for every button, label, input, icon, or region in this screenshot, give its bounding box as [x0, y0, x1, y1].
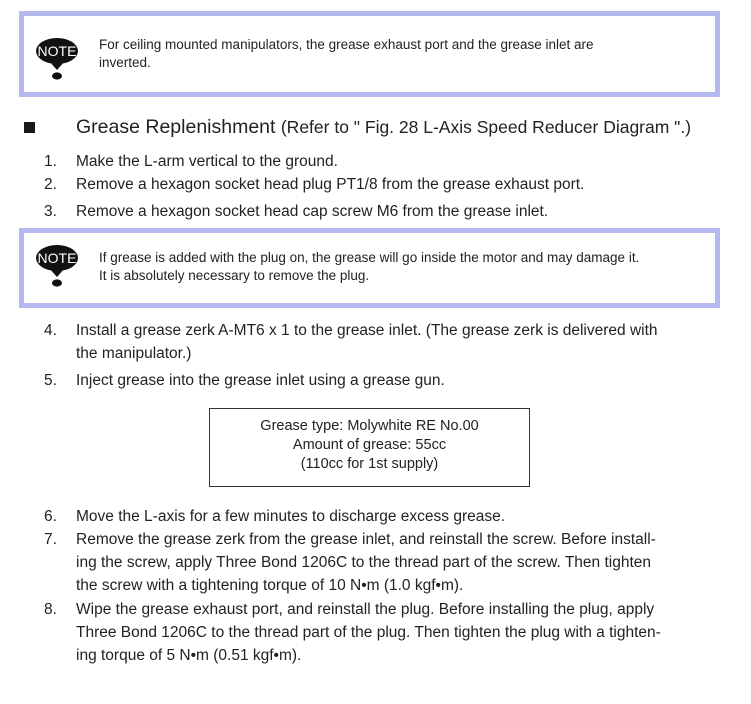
- step-text: Make the L-arm vertical to the ground.: [76, 153, 338, 170]
- step-text-line: ing torque of 5 N•m (0.51 kgf•m).: [76, 647, 302, 664]
- section-reference: (Refer to " Fig. 28 L-Axis Speed Reducer Diagram ".): [280, 117, 692, 137]
- step-text: Remove a hexagon socket head plug PT1/8 from the grease exhaust port.: [76, 176, 585, 193]
- step-number: 1.: [44, 153, 57, 170]
- note-text-line: It is absolutely necessary to remove the plug.: [99, 268, 370, 283]
- step-text-line: ing the screw, apply Three Bond 1206C to the thread part of the screw. Then tighten: [76, 554, 652, 571]
- square-bullet-icon: [24, 122, 35, 133]
- svg-text:NOTE: NOTE: [37, 250, 77, 266]
- grease-spec-box: [209, 408, 530, 487]
- grease-amount: Amount of grease: 55cc: [292, 437, 447, 453]
- step-number: 2.: [44, 176, 57, 193]
- step-text-line: Wipe the grease exhaust port, and reinstall the plug. Before installing the plug, apply: [76, 601, 655, 618]
- step-number: 7.: [44, 531, 57, 548]
- step-text: Move the L-axis for a few minutes to discharge excess grease.: [76, 508, 506, 525]
- note-text-line: inverted.: [99, 55, 151, 70]
- grease-first-supply: (110cc for 1st supply): [300, 456, 439, 472]
- step-text-line: Remove the grease zerk from the grease inlet, and reinstall the screw. Before install-: [76, 531, 656, 548]
- note-icon: [35, 244, 79, 288]
- note-text: [99, 249, 699, 285]
- note-box-ceiling-mount: [19, 11, 720, 97]
- section-title: Grease Replenishment: [76, 116, 276, 138]
- svg-text:NOTE: NOTE: [37, 43, 77, 59]
- note-text-line: For ceiling mounted manipulators, the grease exhaust port and the grease inlet are: [99, 37, 594, 52]
- note-icon: [35, 37, 79, 81]
- step-text-line: Three Bond 1206C to the thread part of the plug. Then tighten the plug with a tighten-: [76, 624, 661, 641]
- note-text-line: If grease is added with the plug on, the grease will go inside the motor and may damage it.: [99, 250, 640, 265]
- step-number: 3.: [44, 203, 57, 220]
- step-number: 5.: [44, 372, 57, 389]
- step-text: Inject grease into the grease inlet using a grease gun.: [76, 372, 445, 389]
- step-text-line: Install a grease zerk A-MT6 x 1 to the grease inlet. (The grease zerk is delivered with: [76, 322, 658, 339]
- step-number: 4.: [44, 322, 57, 339]
- grease-type: Grease type: Molywhite RE No.00: [260, 418, 479, 434]
- step-number: 8.: [44, 601, 57, 618]
- step-text-line: the screw with a tightening torque of 10 N•m (1.0 kgf•m).: [76, 577, 464, 594]
- note-box-plug-warning: [19, 228, 720, 308]
- note-text: [99, 36, 699, 72]
- step-text: Remove a hexagon socket head cap screw M6 from the grease inlet.: [76, 203, 549, 220]
- step-number: 6.: [44, 508, 57, 525]
- step-text-line: the manipulator.): [76, 345, 192, 362]
